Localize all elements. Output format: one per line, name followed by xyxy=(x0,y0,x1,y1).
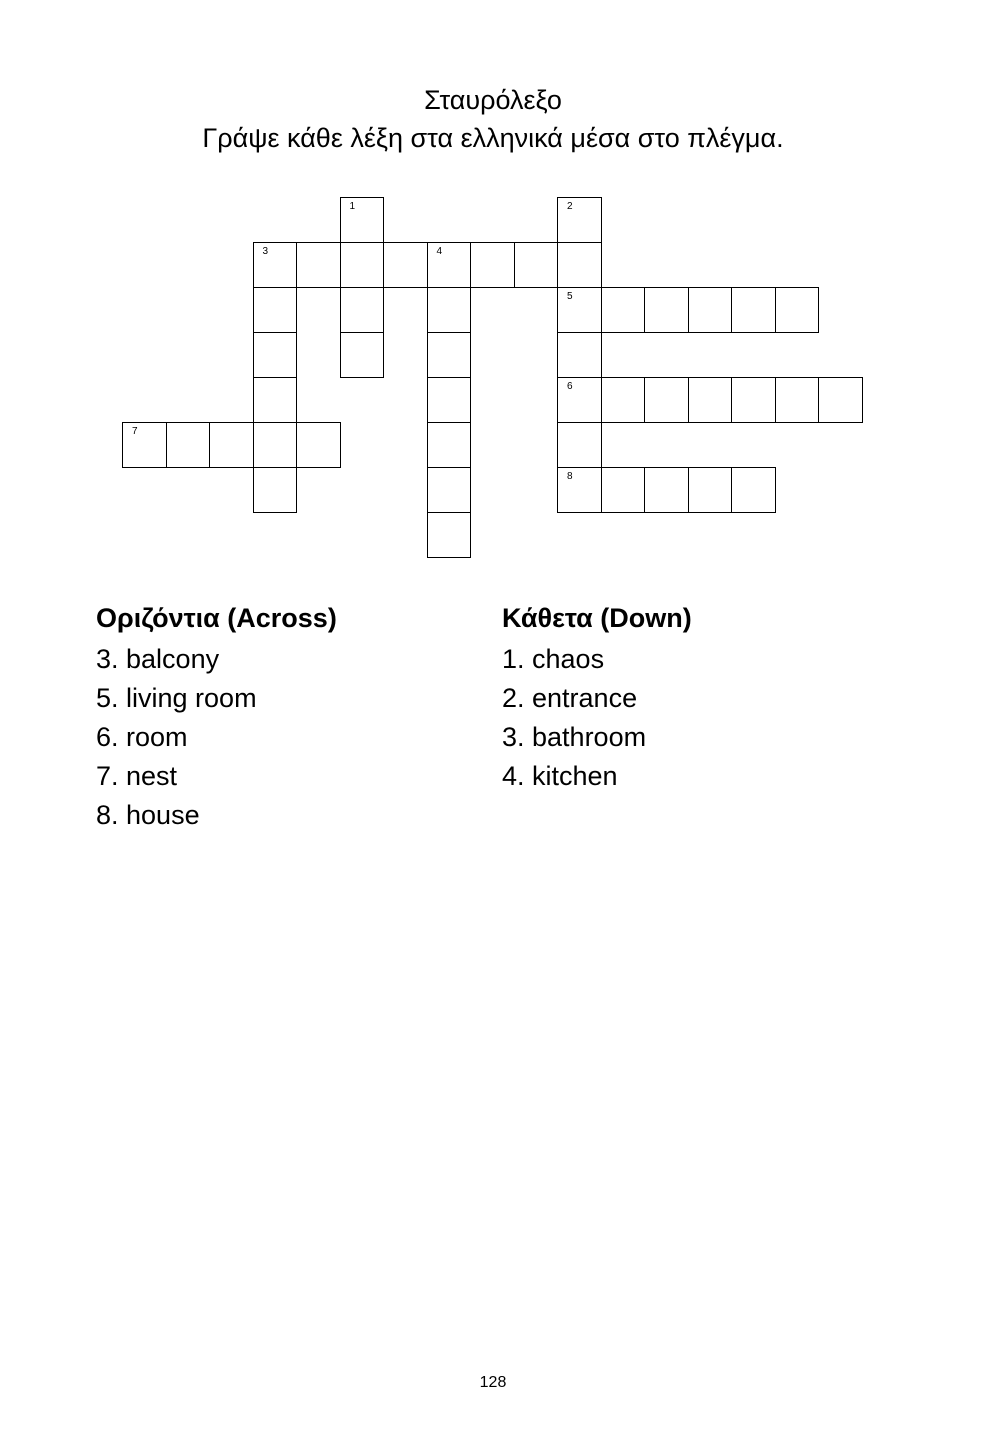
crossword-cell[interactable] xyxy=(775,377,820,423)
crossword-cell[interactable] xyxy=(731,467,776,513)
crossword-cell[interactable] xyxy=(557,422,602,468)
crossword-cell[interactable] xyxy=(253,377,298,423)
crossword-cell[interactable] xyxy=(166,422,211,468)
crossword-cell[interactable] xyxy=(253,242,298,288)
clue-number: 5 xyxy=(567,291,573,302)
across-clue: 5. living room xyxy=(96,683,257,713)
clue-number: 1 xyxy=(349,201,356,212)
crossword-cell[interactable] xyxy=(122,422,167,468)
crossword-cell[interactable] xyxy=(427,422,472,468)
crossword-cell[interactable] xyxy=(644,467,689,513)
crossword-cell[interactable] xyxy=(427,287,472,333)
crossword-cell[interactable] xyxy=(818,377,863,423)
clue-number: 8 xyxy=(567,471,573,482)
crossword-cell[interactable] xyxy=(601,377,646,423)
across-clue: 3. balcony xyxy=(96,644,220,674)
crossword-cell[interactable] xyxy=(296,422,341,468)
crossword-cell[interactable] xyxy=(427,512,472,558)
clue-number: 7 xyxy=(132,426,138,437)
crossword-cell[interactable] xyxy=(644,287,689,333)
crossword-cell[interactable] xyxy=(557,377,602,423)
across-clue: 7. nest xyxy=(96,761,178,791)
crossword-cell[interactable] xyxy=(731,377,776,423)
crossword-cell[interactable] xyxy=(209,422,254,468)
crossword-cell[interactable] xyxy=(514,242,559,288)
down-clue: 1. chaos xyxy=(502,644,605,674)
crossword-cell[interactable] xyxy=(644,377,689,423)
crossword-cell[interactable] xyxy=(253,467,298,513)
clue-number: 4 xyxy=(436,246,443,257)
down-heading: Κάθετα (Down) xyxy=(502,603,692,633)
crossword-cell[interactable] xyxy=(296,242,341,288)
crossword-cell[interactable] xyxy=(775,287,820,333)
crossword-cell[interactable] xyxy=(688,287,733,333)
page-title: Σταυρόλεξο xyxy=(424,85,562,115)
crossword-cell[interactable] xyxy=(340,332,385,378)
crossword-cell[interactable] xyxy=(557,242,602,288)
crossword-cell[interactable] xyxy=(427,242,472,288)
across-clue: 6. room xyxy=(96,722,188,752)
crossword-cell[interactable] xyxy=(427,377,472,423)
crossword-cell[interactable] xyxy=(340,197,385,243)
crossword-cell[interactable] xyxy=(253,287,298,333)
crossword-cell[interactable] xyxy=(731,287,776,333)
page-number: 128 xyxy=(479,1374,507,1391)
crossword-cell[interactable] xyxy=(557,332,602,378)
clue-number: 3 xyxy=(262,246,269,257)
crossword-cell[interactable] xyxy=(470,242,515,288)
crossword-cell[interactable] xyxy=(383,242,428,288)
crossword-cell[interactable] xyxy=(557,467,602,513)
crossword-cell[interactable] xyxy=(427,467,472,513)
down-clue: 4. kitchen xyxy=(502,761,618,791)
crossword-cell[interactable] xyxy=(688,467,733,513)
crossword-cell[interactable] xyxy=(340,287,385,333)
down-clue: 2. entrance xyxy=(502,683,638,713)
crossword-cell[interactable] xyxy=(688,377,733,423)
crossword-cell[interactable] xyxy=(427,332,472,378)
clue-number: 2 xyxy=(567,201,573,212)
crossword-cell[interactable] xyxy=(601,287,646,333)
crossword-cell[interactable] xyxy=(601,467,646,513)
crossword-grid xyxy=(0,0,1008,600)
crossword-cell[interactable] xyxy=(557,197,602,243)
down-clues xyxy=(502,600,692,796)
crossword-cell[interactable] xyxy=(557,287,602,333)
crossword-cell[interactable] xyxy=(340,242,385,288)
crossword-cell[interactable] xyxy=(253,422,298,468)
clue-number: 6 xyxy=(567,381,573,392)
crossword-cell[interactable] xyxy=(253,332,298,378)
instruction-text: Γράψε κάθε λέξη στα ελληνικά μέσα στο πλέγμα. xyxy=(202,123,784,153)
down-clue: 3. bathroom xyxy=(502,722,647,752)
across-clue: 8. house xyxy=(96,800,200,830)
across-heading: Οριζόντια (Across) xyxy=(96,603,337,633)
across-clues xyxy=(96,600,337,835)
